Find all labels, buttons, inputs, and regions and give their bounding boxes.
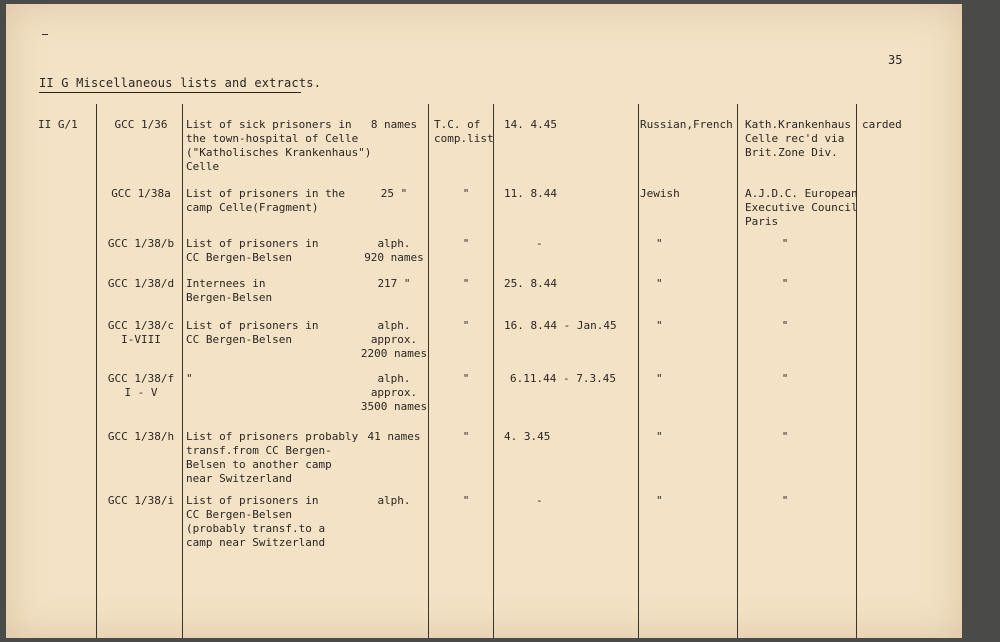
quantity-line: alph.	[377, 319, 411, 332]
description-line: Belsen to another camp	[186, 458, 332, 471]
nationality-line: "	[656, 237, 663, 250]
table-row	[6, 430, 962, 485]
document-number-line: GCC 1/38/i	[107, 494, 175, 507]
date	[536, 494, 676, 508]
nationality-line: "	[656, 372, 663, 385]
date	[504, 319, 644, 333]
nationality-line: "	[656, 277, 663, 290]
description-line: near Switzerland	[186, 472, 292, 485]
quantity-line: alph.	[377, 372, 411, 385]
title-underline	[39, 92, 301, 93]
description-line: Celle	[186, 160, 220, 173]
quantity-line: 2200 names	[360, 347, 428, 360]
date-line: 6.11.44 - 7.3.45	[510, 372, 616, 385]
quantity-line: 8 names	[370, 118, 418, 131]
description-line: Internees in	[186, 277, 266, 290]
column-rule	[856, 104, 857, 638]
source-line: Kath.Krankenhaus	[745, 118, 851, 131]
description-line: CC Bergen-Belsen	[186, 508, 292, 521]
description	[186, 372, 366, 386]
reference	[38, 118, 78, 132]
description-line: List of prisoners in	[186, 237, 319, 250]
nationality	[656, 319, 756, 333]
document-type-line: "	[462, 237, 470, 250]
document-number	[107, 494, 175, 508]
description	[186, 277, 366, 305]
table-row	[6, 187, 962, 228]
document-number-line: I-VIII	[121, 333, 161, 346]
description-line: camp Celle(Fragment)	[186, 201, 319, 214]
table-row	[6, 237, 962, 264]
column-rule	[428, 104, 429, 638]
document-type-line: T.C. of	[434, 118, 481, 131]
column-rule	[96, 104, 97, 638]
document-type-line: "	[462, 277, 470, 290]
reference-line: II G/1	[38, 118, 78, 131]
document-number-line: GCC 1/38/h	[107, 430, 175, 443]
document-type	[432, 430, 500, 444]
document-number-line: GCC 1/38/c	[107, 319, 175, 332]
quantity	[354, 118, 434, 132]
nationality	[656, 430, 756, 444]
quantity	[354, 237, 434, 265]
source-line: "	[781, 277, 789, 290]
document-type	[432, 187, 500, 201]
description-line: List of prisoners in	[186, 494, 319, 507]
source	[745, 237, 825, 251]
quantity-line: approx.	[370, 333, 418, 346]
source	[745, 277, 825, 291]
quantity	[354, 372, 434, 414]
description-line: "	[186, 372, 193, 385]
source-line: "	[781, 319, 789, 332]
description	[186, 118, 372, 174]
description-line: List of sick prisoners in	[186, 118, 352, 131]
quantity	[354, 494, 434, 508]
date-line: -	[536, 494, 543, 507]
document-type	[432, 372, 500, 386]
source	[745, 187, 865, 229]
description-line: CC Bergen-Belsen	[186, 333, 292, 346]
description-line: Bergen-Belsen	[186, 291, 273, 304]
section-title: II G Miscellaneous lists and extracts.	[39, 76, 322, 90]
source-line: "	[781, 372, 789, 385]
nationality	[656, 494, 756, 508]
source	[745, 430, 825, 444]
description-line: List of prisoners probably	[186, 430, 359, 443]
document-number	[107, 319, 175, 347]
date-line: -	[536, 237, 543, 250]
source	[745, 319, 825, 333]
quantity	[354, 187, 434, 201]
source-line: Paris	[745, 215, 779, 228]
nationality-line: Jewish	[640, 187, 680, 200]
quantity	[354, 430, 434, 444]
document-number-line: I - V	[124, 386, 158, 399]
nationality-line: Russian,French	[640, 118, 733, 131]
date-line: 25. 8.44	[504, 277, 557, 290]
date	[536, 237, 676, 251]
date	[504, 277, 644, 291]
document-number	[107, 430, 175, 444]
description-line: List of prisoners in the	[186, 187, 345, 200]
date-line: 11. 8.44	[504, 187, 557, 200]
nationality-line: "	[656, 319, 663, 332]
quantity-line: approx.	[370, 386, 418, 399]
description	[186, 430, 366, 486]
document-type-line: "	[462, 430, 470, 443]
document-type	[432, 494, 500, 508]
quantity-line: 25 "	[380, 187, 408, 200]
description-line: the town-hospital of Celle	[186, 132, 359, 145]
quantity-line: 217 "	[377, 277, 411, 290]
date-line: 14. 4.45	[504, 118, 557, 131]
quantity-line: 3500 names	[360, 400, 428, 413]
column-rule	[737, 104, 738, 638]
column-rule	[182, 104, 183, 638]
source-line: Executive Council	[745, 201, 858, 214]
description-line: transf.from CC Bergen-	[186, 444, 332, 457]
nationality	[656, 372, 756, 386]
document-type	[432, 237, 500, 251]
table-row	[6, 118, 962, 173]
column-rule	[638, 104, 639, 638]
source-line: "	[781, 237, 789, 250]
document-type	[434, 118, 502, 146]
document-number	[107, 118, 175, 132]
nationality-line: "	[656, 494, 663, 507]
source-line: Celle rec'd via	[745, 132, 845, 145]
page-number: 35	[888, 53, 903, 67]
status	[862, 118, 922, 132]
date-line: 4. 3.45	[504, 430, 551, 443]
description-line: CC Bergen-Belsen	[186, 251, 292, 264]
document-number	[107, 372, 175, 400]
quantity-line: alph.	[377, 494, 411, 507]
status-line: carded	[862, 118, 902, 131]
document-number-line: GCC 1/38/d	[107, 277, 175, 290]
table-row	[6, 372, 962, 413]
date	[504, 187, 644, 201]
document-number	[107, 187, 175, 201]
document-number	[107, 277, 175, 291]
date	[510, 372, 650, 386]
document-type-line: "	[462, 187, 470, 200]
document-number	[107, 237, 175, 251]
quantity-line: alph.	[377, 237, 411, 250]
date	[504, 118, 644, 132]
document-type	[432, 277, 500, 291]
table-row	[6, 494, 962, 549]
source-line: A.J.D.C. European	[745, 187, 858, 200]
quantity	[354, 319, 434, 361]
document-type-line: comp.list	[434, 132, 494, 145]
description	[186, 237, 366, 265]
description-line: List of prisoners in	[186, 319, 319, 332]
source	[745, 494, 825, 508]
quantity	[354, 277, 434, 291]
date	[504, 430, 644, 444]
document-number-line: GCC 1/38/f	[107, 372, 175, 385]
nationality-line: "	[656, 430, 663, 443]
document-type-line: "	[462, 494, 470, 507]
description-line: camp near Switzerland	[186, 536, 326, 549]
quantity-line: 920 names	[364, 251, 424, 264]
nationality	[656, 277, 756, 291]
column-rule	[493, 104, 494, 638]
description	[186, 319, 366, 347]
quantity-line: 41 names	[367, 430, 421, 443]
source	[745, 118, 865, 160]
nationality	[640, 118, 740, 132]
source-line: Brit.Zone Div.	[745, 146, 838, 159]
table-row	[6, 277, 962, 304]
document-page	[6, 4, 962, 638]
document-type	[432, 319, 500, 333]
date-line: 16. 8.44 - Jan.45	[504, 319, 617, 332]
margin-mark	[42, 34, 48, 35]
nationality	[640, 187, 740, 201]
source-line: "	[781, 494, 789, 507]
document-number-line: GCC 1/36	[114, 118, 168, 131]
document-type-line: "	[462, 319, 470, 332]
table-row	[6, 319, 962, 360]
description	[186, 494, 366, 550]
description-line: (probably transf.to a	[186, 522, 326, 535]
description	[186, 187, 366, 215]
description-line: ("Katholisches Krankenhaus")	[186, 146, 372, 159]
document-type-line: "	[462, 372, 470, 385]
document-number-line: GCC 1/38a	[111, 187, 171, 200]
document-number-line: GCC 1/38/b	[107, 237, 175, 250]
nationality	[656, 237, 756, 251]
source	[745, 372, 825, 386]
source-line: "	[781, 430, 789, 443]
